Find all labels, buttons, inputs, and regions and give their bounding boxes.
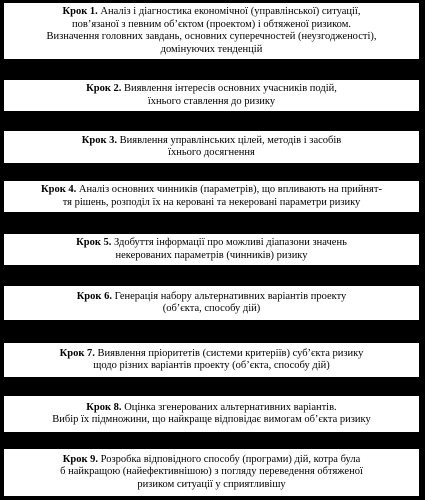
step-3-line-1: Виявлення управлінських цілей, методів і засобів xyxy=(119,134,342,146)
step-7-box xyxy=(3,342,420,378)
step-8-label: Крок 8. xyxy=(86,401,122,413)
step-6-line-1: Генерація набору альтернативних варіантів проекту xyxy=(114,290,347,302)
step-3-line-2: їхнього досягнення xyxy=(168,147,255,158)
step-6-label: Крок 6. xyxy=(76,290,112,302)
step-9-line-1: Розробка відповідного способу (програми) дій, котра була xyxy=(100,453,361,465)
step-7-label: Крок 7. xyxy=(59,347,95,359)
step-1-text xyxy=(47,6,377,56)
step-9-box xyxy=(3,448,420,497)
step-1-label: Крок 1. xyxy=(62,6,98,17)
step-5-label: Крок 5. xyxy=(76,237,112,248)
step-5-line-1: Здобуття інформації про можливі діапазони значень xyxy=(114,237,347,248)
step-4-line-2: тя рішень, розподіл їх на керовані та некеровані параметри ризику xyxy=(62,196,361,208)
step-6-line-2: (об’єкта, способу дій) xyxy=(162,303,261,314)
step-9-label: Крок 9. xyxy=(62,453,99,465)
step-2-label: Крок 2. xyxy=(86,83,122,94)
step-2-box xyxy=(3,79,420,112)
step-1-line-2: пов’язаної з певним об’єктом (проектом) і обтяженої ризиком. xyxy=(72,18,351,30)
step-3-label: Крок 3. xyxy=(81,134,117,146)
step-7-text xyxy=(60,348,364,373)
step-7-line-1: Виявлення пріоритетів (системи критеріїв) суб’єкта ризику xyxy=(97,347,364,359)
step-9-line-3: ризиком ситуації у сприятливішу xyxy=(137,478,286,490)
step-8-text xyxy=(52,402,371,427)
step-2-line-2: їхнього ставлення до ризику xyxy=(147,95,276,107)
step-5-line-2: некерованих параметрів (чинників) ризику xyxy=(115,249,308,261)
step-4-label: Крок 4. xyxy=(41,184,77,195)
step-3-box xyxy=(3,130,420,164)
step-1-line-4: домінуючих тенденцій xyxy=(160,43,263,55)
step-6-text xyxy=(77,291,347,316)
step-3-text xyxy=(82,135,342,160)
step-1-line-1: Аналіз і діагностика економічної (управлінської) ситуації, xyxy=(100,6,361,17)
step-9-text xyxy=(60,454,363,492)
step-2-text xyxy=(86,83,337,108)
step-4-line-1: Аналіз основних чинників (параметрів), що впливають на прийнят- xyxy=(78,184,382,195)
step-5-text xyxy=(76,237,347,262)
step-7-line-2: щодо різних варіантів проекту (об’єкта, способу дій) xyxy=(93,360,330,371)
step-1-box xyxy=(3,2,420,60)
step-9-line-2: б найкращою (найефективнішою) з погляду переведення обтяженої xyxy=(60,466,363,478)
step-2-line-1: Виявлення інтересів основних учасників подій, xyxy=(124,83,337,94)
step-1-line-3: Визначення головних завдань, основних суперечностей (неузгодженості), xyxy=(46,31,377,42)
step-8-box xyxy=(3,395,420,433)
step-4-box xyxy=(3,180,420,213)
step-8-line-2: Вибір їх підмножини, що найкраще відповідає вимогам об’єкта ризику xyxy=(52,414,371,425)
step-6-box xyxy=(3,285,420,321)
step-8-line-1: Оцінка згенерованих альтернативних варіантів. xyxy=(124,401,337,413)
step-5-box xyxy=(3,233,420,266)
step-4-text xyxy=(41,184,382,209)
